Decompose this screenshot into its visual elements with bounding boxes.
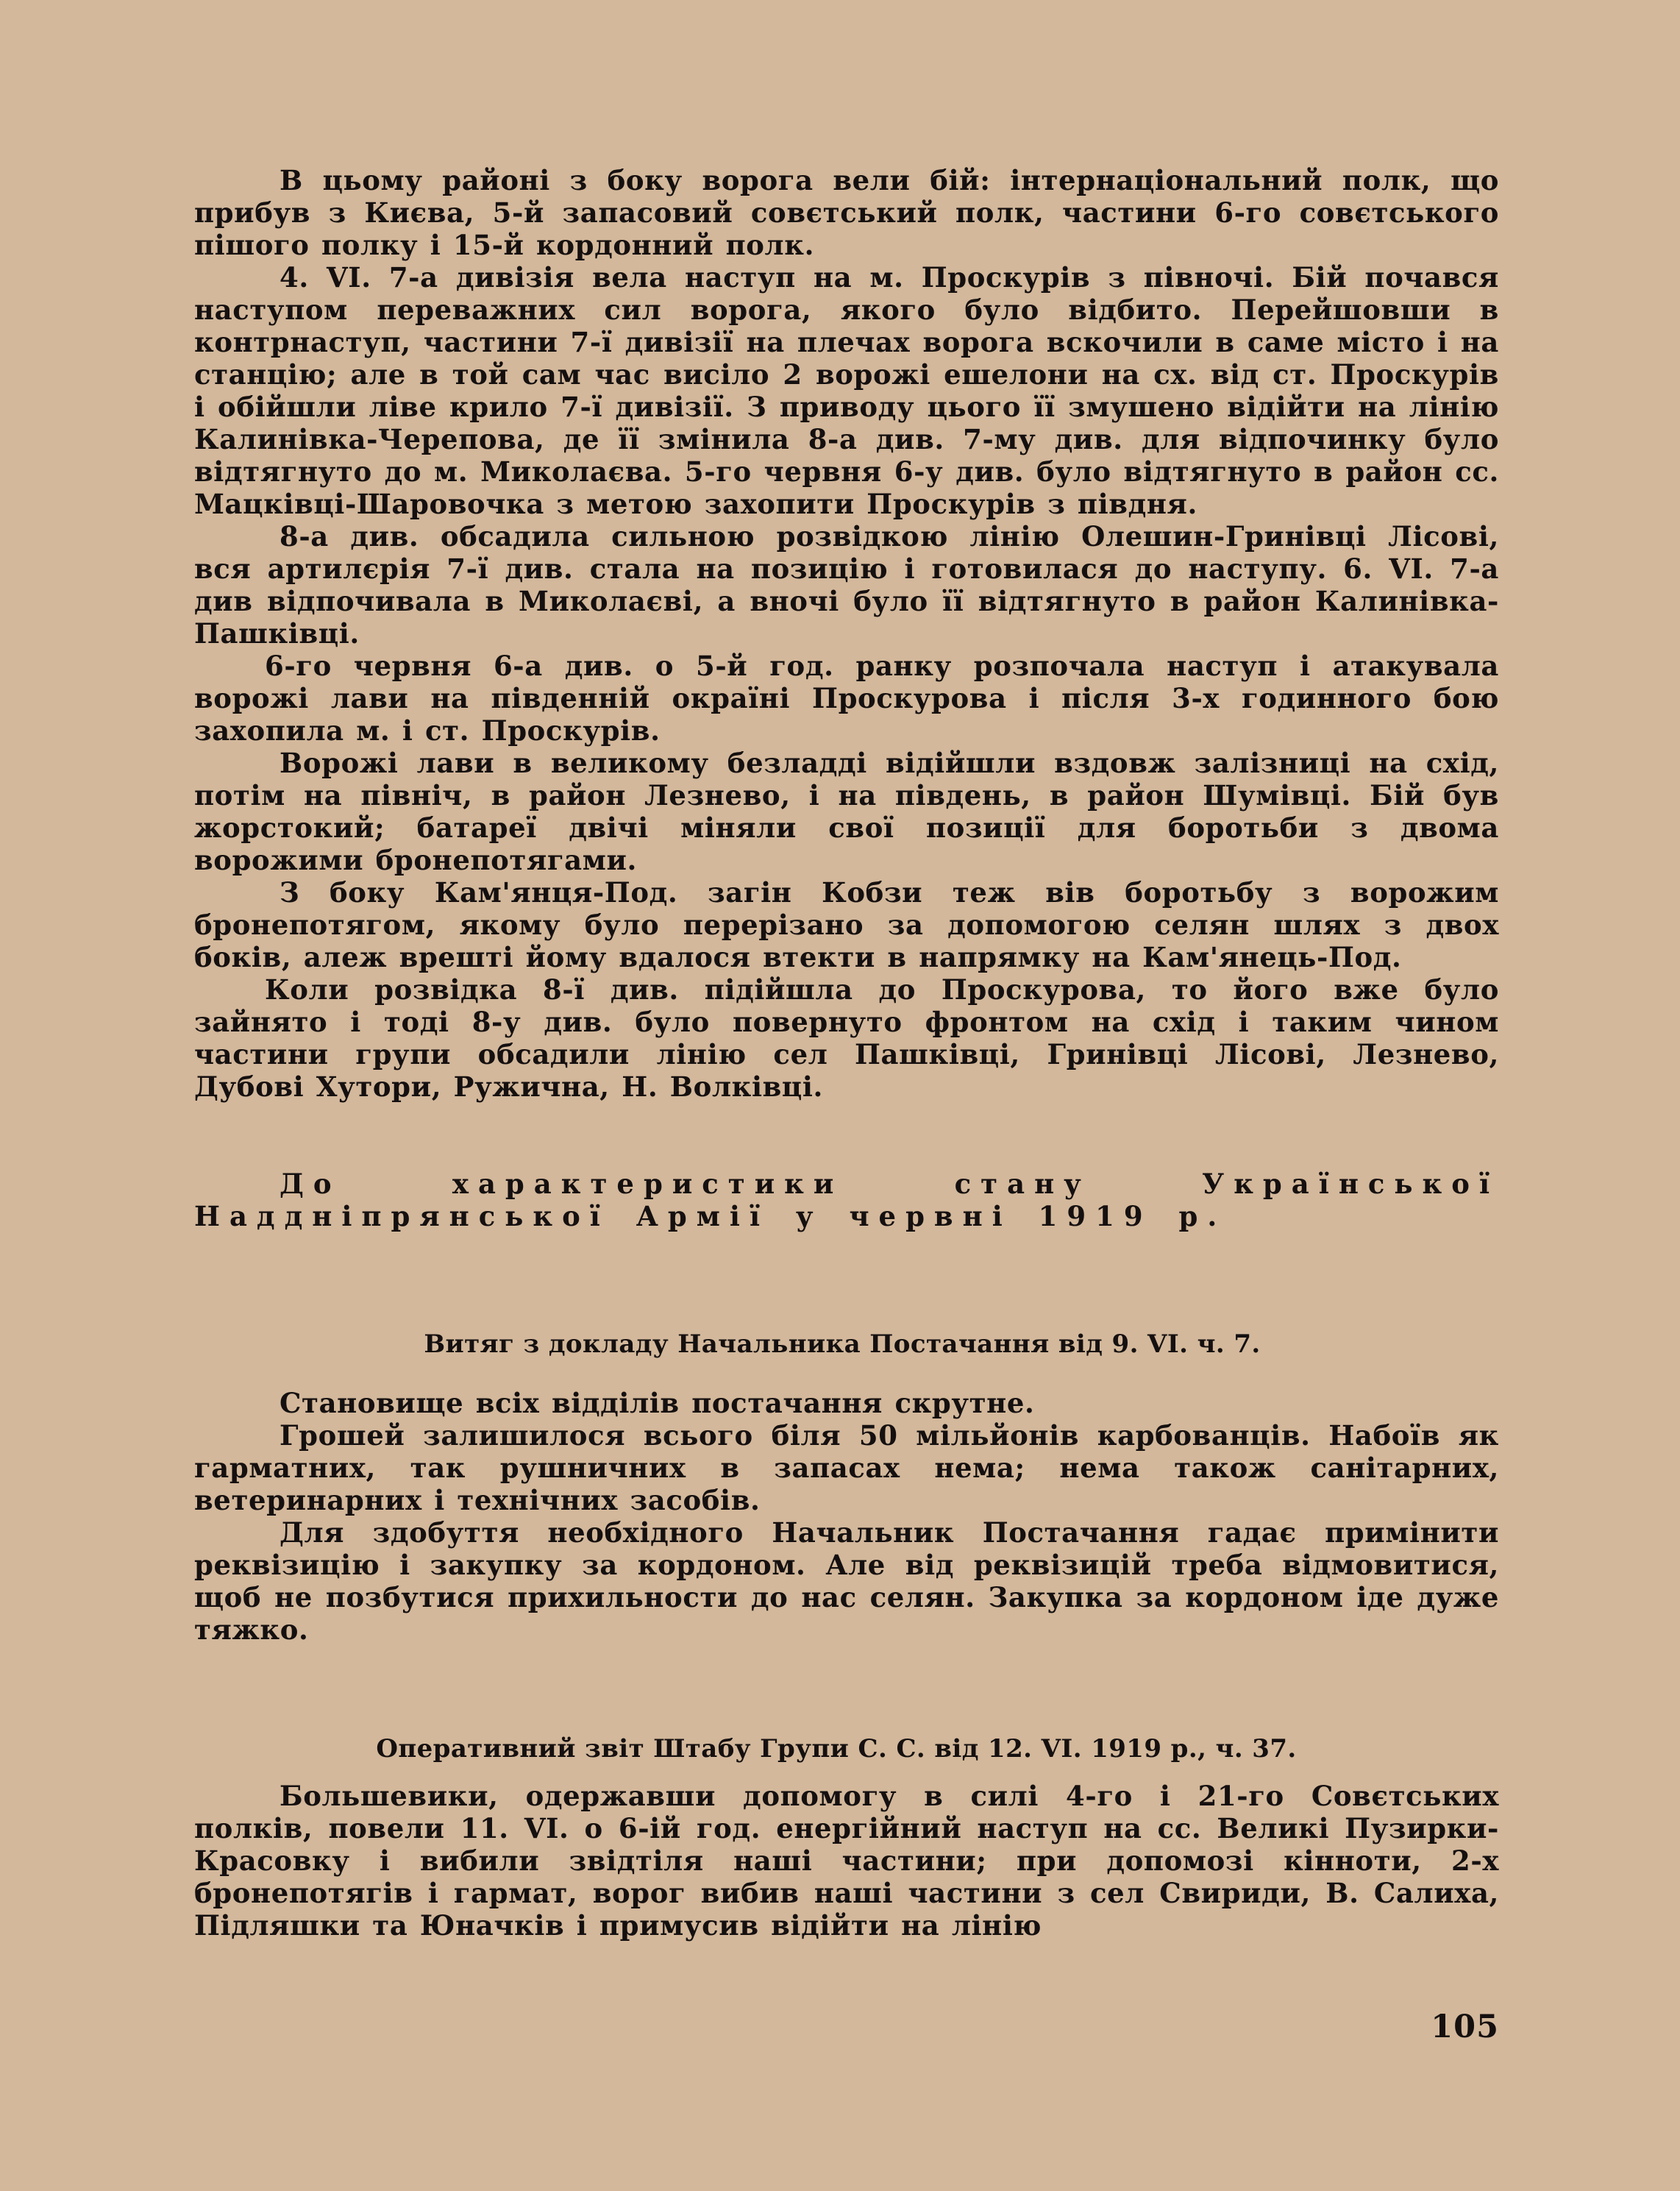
paragraph: Грошей залишилося всього біля 50 мільйонів карбованців. Набоїв як гарматних, так рушничних в запасах нема; нема також санітарних, ветеринарних і технічних засобів.: [194, 1419, 1499, 1516]
paragraph: Ворожі лави в великому безладді відійшли вздовж залізниці на схід, потім на північ, в район Лезнево, і на південь, в район Шумівці. Бій був жорстокий; батареї двічі міняли свої позиції для боротьби з двома ворожими бронепотягами.: [194, 747, 1499, 876]
paragraph: Для здобуття необхідного Начальник Постачання гадає примінити реквізицію і закупку за кордоном. Але від реквізицій треба відмовитися, щоб не позбутися прихильности до нас селян. Закупка за кордоном іде дуже тяжко.: [194, 1516, 1499, 1646]
spaced-section-heading: До характеристики стану Української Наддніпрянської Армії у червні 1919 р.: [194, 1168, 1499, 1232]
document-page: [194, 0, 1499, 2191]
paragraph: В цьому районі з боку ворога вели бій: інтернаціональний полк, що прибув з Києва, 5-й запасовий совєтський полк, частини 6-го совєтського пішого полку і 15-й кордонний полк.: [194, 164, 1499, 261]
paragraph: 6-го червня 6-а див. о 5-й год. ранку розпочала наступ і атакувала ворожі лави на південній окраїні Проскурова і після 3-х годинного бою захопила м. і ст. Проскурів.: [194, 650, 1499, 747]
page-number: 105: [1431, 2009, 1499, 2045]
paragraph: Большевики, одержавши допомогу в силі 4-го і 21-го Совєтських полків, повели 11. VI. о 6-ій год. енергійний наступ на сс. Великі Пузирки-Красовку і вибили звідтіля наші частини; при допомозі кінноти, 2-х бронепотягів і гармат, ворог вибив наші частини з сел Свириди, В. Салиха, Підляшки та Юначків і примусив відійти на лінію: [194, 1780, 1499, 1942]
paragraph: 4. VI. 7-а дивізія вела наступ на м. Проскурів з півночі. Бій почався наступом переважних сил ворога, якого було відбито. Перейшовши в контрнаступ, частини 7-ї дивізії на плечах ворога вскочили в саме місто і на станцію; але в той сам час висіло 2 ворожі ешелони на сх. від ст. Проскурів і обійшли ліве крило 7-ї дивізії. З приводу цього її змушено відійти на лінію Калинівка-Черепова, де її змінила 8-а див. 7-му див. для відпочинку було відтягнуто до м. Миколаєва. 5-го червня 6-у див. було відтягнуто в район сс. Мацківці-Шаровочка з метою захопити Проскурів з півдня.: [194, 261, 1499, 520]
page-mark: [181, 1299, 184, 1302]
supply-report-heading: Витяг з докладу Начальника Постачання від 9. VI. ч. 7.: [424, 1329, 1261, 1359]
section-characteristics: [194, 1168, 1499, 1232]
paragraph: Коли розвідка 8-ї див. підійшла до Проскурова, то його вже було зайнято і тоді 8-у див. було повернуто фронтом на схід і таким чином частини групи обсадили лінію сел Пашківці, Гринівці Лісові, Лезнево, Дубові Хутори, Ружична, Н. Волківці.: [194, 973, 1499, 1103]
section-supply-report: [194, 1387, 1499, 1646]
section-battle-report: [194, 164, 1499, 1103]
paragraph: 8-а див. обсадила сильною розвідкою лінію Олешин-Гринівці Лісові, вся артилєрія 7-ї див. стала на позицію і готовилася до наступу. 6. VI. 7-а див відпочивала в Миколаєві, а вночі було її відтягнуто в район Калинівка-Пашківці.: [194, 520, 1499, 650]
section-operational-report: [194, 1780, 1499, 1942]
paragraph: Становище всіх відділів постачання скрутне.: [280, 1387, 1035, 1419]
paragraph: З боку Кам'янця-Под. загін Кобзи теж вів боротьбу з ворожим бронепотягом, якому було перерізано за допомогою селян шлях з двох боків, алеж врешті йому вдалося втекти в напрямку на Кам'янець-Под.: [194, 876, 1499, 973]
operational-report-heading: Оперативний звіт Штабу Групи С. С. від 12. VI. 1919 р., ч. 37.: [376, 1734, 1297, 1764]
